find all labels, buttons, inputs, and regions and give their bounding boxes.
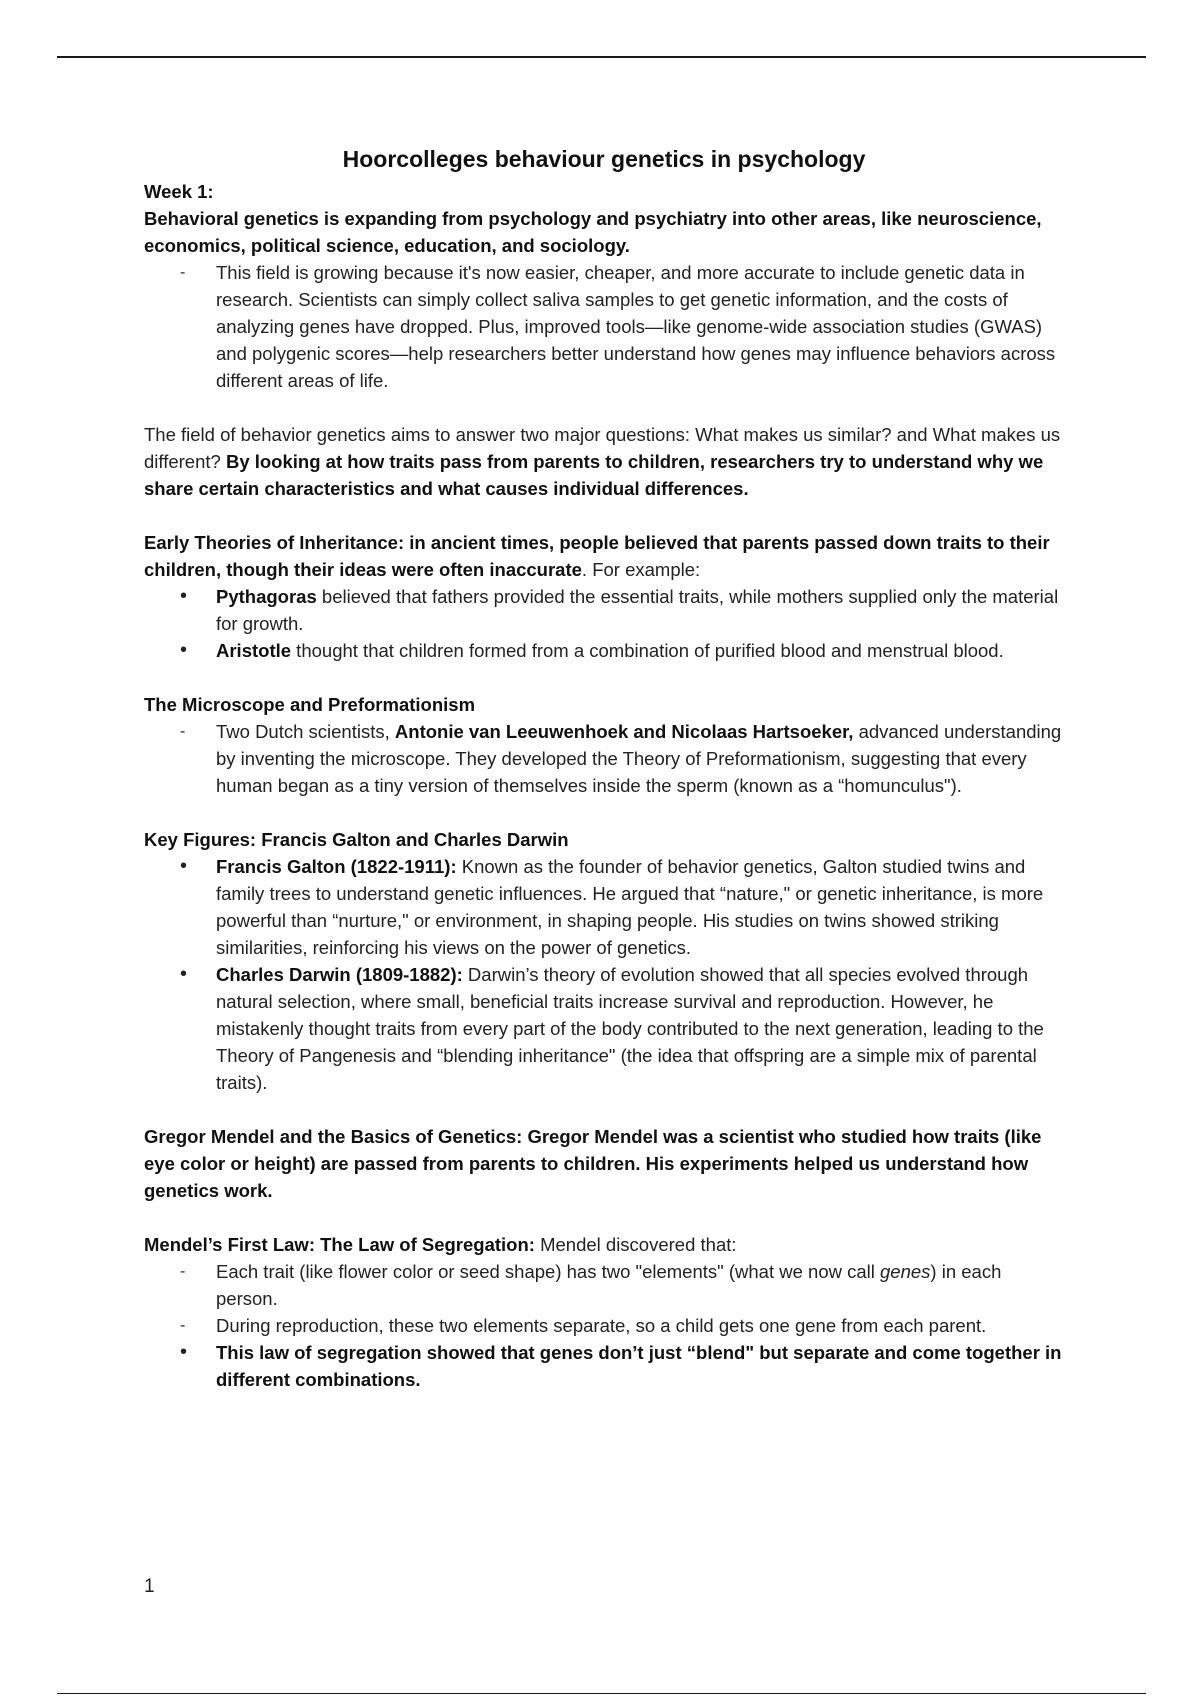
list-item-text: This law of segregation showed that genes don’t just “blend" but separate and come together in different combinations. xyxy=(216,1342,1062,1390)
week-heading: Week 1: xyxy=(144,181,214,202)
segregation-list xyxy=(144,1258,1064,1393)
bullet-marker: • xyxy=(180,855,188,877)
bullet-marker: • xyxy=(180,639,188,661)
early-theories-text: . For example: xyxy=(581,559,701,580)
list-item-text: This field is growing because it's now easier, cheaper, and more accurate to include genetic data in research. Scientists can simply collect saliva samples to get genetic information, and the costs of analyzing genes have dropped. Plus, improved tools—like genome-wide association studies (GWAS) and polygenic scores—help researchers better understand how genes may influence behaviors across different areas of life. xyxy=(216,262,1056,391)
list-item xyxy=(144,961,1064,1096)
list-item xyxy=(144,637,1064,664)
document-body xyxy=(144,142,1064,1393)
list-item-text: Each trait (like flower color or seed shape) has two "elements" (what we now call xyxy=(216,1261,881,1282)
dash-marker: - xyxy=(180,264,186,281)
bullet-marker: • xyxy=(180,963,188,985)
list-item-text: During reproduction, these two elements separate, so a child gets one gene from each parent. xyxy=(216,1315,987,1336)
list-item xyxy=(144,1339,1064,1393)
header-rule xyxy=(57,56,1146,58)
list-item xyxy=(144,1312,1064,1339)
page-number: 1 xyxy=(144,1576,155,1597)
segregation-heading: Mendel’s First Law: The Law of Segregation: xyxy=(144,1234,535,1255)
early-theories-list xyxy=(144,583,1064,664)
list-item xyxy=(144,853,1064,961)
early-theories-heading: Early Theories of Inheritance: in ancient times, people believed that parents passed down traits to their children, though their ideas were often inaccurate xyxy=(144,532,1050,580)
list-item-text: Known as the founder of behavior genetics, Galton studied twins and family trees to understand genetic influences. He argued that “nature," or genetic inheritance, is more powerful than “nurture," or environment, in shaping people. His studies on twins showed striking similarities, reinforcing his views on the power of genetics. xyxy=(216,856,1044,958)
footer-rule xyxy=(57,1693,1146,1694)
dash-marker: - xyxy=(180,723,186,740)
figure-name: Aristotle xyxy=(216,640,292,661)
list-item xyxy=(144,718,1064,799)
list-item xyxy=(144,1258,1064,1312)
scientist-names: Antonie van Leeuwenhoek and Nicolaas Hartsoeker, xyxy=(394,721,854,742)
figure-name: Charles Darwin (1809-1882): xyxy=(216,964,463,985)
figure-name: Francis Galton (1822-1911): xyxy=(216,856,457,877)
list-item-text: thought that children formed from a combination of purified blood and menstrual blood. xyxy=(291,640,1004,661)
list-item-text: Darwin’s theory of evolution showed that all species evolved through natural selection, where small, beneficial traits increase survival and reproduction. However, he mistakenly thought traits from every part of the body contributed to the next generation, leading to the Theory of Pangenesis and “blending inheritance" (the idea that offspring are a simple mix of parental traits). xyxy=(216,964,1044,1093)
bullet-marker: • xyxy=(180,1341,188,1363)
microscope-heading: The Microscope and Preformationism xyxy=(144,694,476,715)
key-figures-heading: Key Figures: Francis Galton and Charles Darwin xyxy=(144,829,569,850)
mendel-paragraph: Gregor Mendel and the Basics of Genetics: Gregor Mendel was a scientist who studied how traits (like eye color or height) are passed from parents to children. His experiments helped us understand how genetics work. xyxy=(144,1126,1042,1201)
list-item xyxy=(144,583,1064,637)
list-item-text: Two Dutch scientists, xyxy=(216,721,395,742)
list-item-text: ) in each person. xyxy=(216,1261,1002,1309)
aims-paragraph xyxy=(144,421,1064,502)
emphasis-text: genes xyxy=(880,1261,931,1282)
list-item-text: advanced understanding by inventing the microscope. They developed the Theory of Preformationism, suggesting that every human began as a tiny version of themselves inside the sperm (known as a “homunculus"). xyxy=(216,721,1062,796)
list-item-text: believed that fathers provided the essential traits, while mothers supplied only the material for growth. xyxy=(216,586,1059,634)
microscope-list xyxy=(144,718,1064,799)
bullet-marker: • xyxy=(180,585,188,607)
segregation-text: Mendel discovered that: xyxy=(534,1234,737,1255)
aims-bold-text: By looking at how traits pass from parents to children, researchers try to understand why we share certain characteristics and what causes individual differences. xyxy=(144,451,1044,499)
early-theories-paragraph xyxy=(144,529,1064,583)
key-figures-list xyxy=(144,853,1064,1096)
dash-marker: - xyxy=(180,1317,186,1334)
document-title: Hoorcolleges behaviour genetics in psychology xyxy=(342,146,866,172)
intro-list xyxy=(144,259,1064,394)
aims-text: The field of behavior genetics aims to answer two major questions: What makes us similar? and What makes us different? xyxy=(144,424,1061,472)
figure-name: Pythagoras xyxy=(216,586,317,607)
segregation-paragraph xyxy=(144,1231,1064,1258)
intro-paragraph: Behavioral genetics is expanding from psychology and psychiatry into other areas, like neuroscience, economics, political science, education, and sociology. xyxy=(144,208,1042,256)
dash-marker: - xyxy=(180,1263,186,1280)
list-item xyxy=(144,259,1064,394)
